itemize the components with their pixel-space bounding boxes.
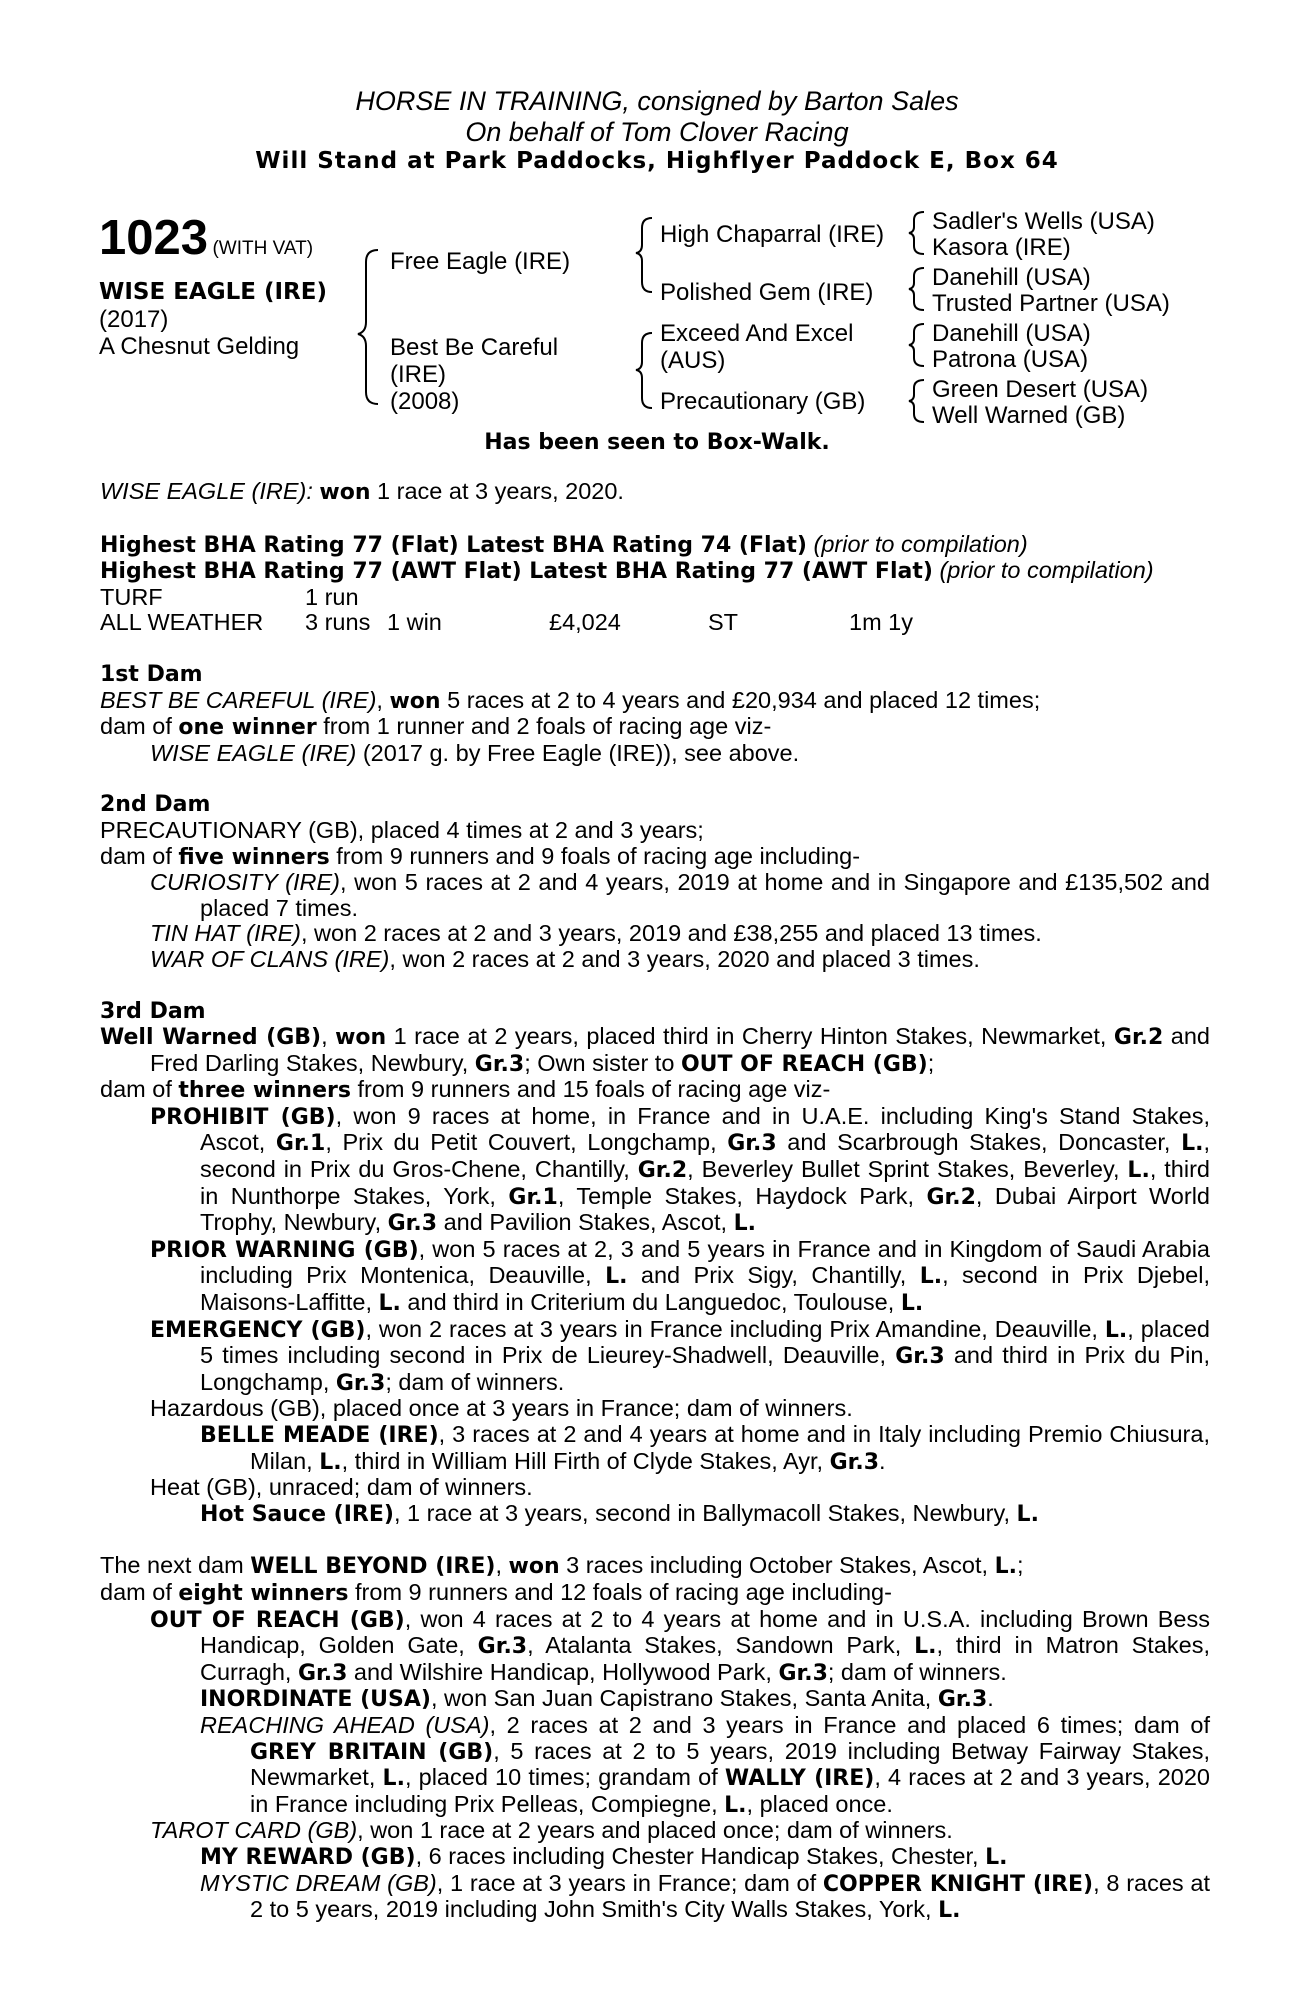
dam2-line1: PRECAUTIONARY (GB), placed 4 times at 2 and 3 years;	[100, 816, 704, 843]
dam2-produce-1: CURIOSITY (IRE), won 5 races at 2 and 4 years, 2019 at home and in Singapore and £135,502 and placed 7 times.	[150, 869, 1211, 921]
foaling-year: (2017)	[99, 306, 169, 333]
box-walk-note: Has been seen to Box-Walk.	[484, 430, 830, 455]
dam-year: (2008)	[390, 388, 460, 415]
dam-dam: Precautionary (GB)	[660, 388, 866, 415]
dam2-produce-3: WAR OF CLANS (IRE), won 2 races at 2 and 3 years, 2020 and placed 3 times.	[150, 945, 980, 972]
next-dam-produce-out-of-reach: OUT OF REACH (GB), won 4 races at 2 to 4 years at home and in U.S.A. including Brown Bess Handicap, Golden Gate, Gr.3, Atalanta Stakes, Sandown Park, L., third in Matron Stakes, Curragh, Gr.3 and Wilshire Handicap, Hollywood Park, Gr.3; dam of winners.	[150, 1605, 1210, 1686]
dam3-produce-heat: Heat (GB), unraced; dam of winners.	[150, 1474, 533, 1501]
gg-sire-sire-dam: Kasora (IRE)	[932, 234, 1071, 261]
brace-dam	[636, 333, 652, 408]
on-behalf-line: On behalf of Tom Clover Racing	[465, 117, 849, 147]
brace-ss	[909, 212, 924, 254]
dam-name-line1: Best Be Careful	[390, 334, 559, 361]
next-dam-grandproduce-my-reward: MY REWARD (GB), 6 races including Chester Handicap Stakes, Chester, L.	[200, 1842, 1008, 1870]
next-dam-grandproduce-reaching-ahead: REACHING AHEAD (USA), 2 races at 2 and 3 years in France and placed 6 times; dam of GREY BRITAIN (GB), 5 races at 2 to 5 years, 2019 including Betway Fairway Stakes, Newmarket, L., placed 10 times; grandam of WALLY (IRE), 4 races at 2 and 3 years, 2020 in France including Prix Pelleas, Compiegne, L., placed once.	[200, 1711, 1211, 1818]
next-dam-line2: dam of eight winners from 9 runners and 12 foals of racing age including-	[100, 1578, 892, 1606]
gg-dam-dam-dam: Well Warned (GB)	[932, 402, 1126, 429]
stand-location-line: Will Stand at Park Paddocks, Highflyer Paddock E, Box 64	[255, 148, 1059, 174]
catalogue-body	[100, 479, 1210, 1924]
vat-note: (WITH VAT)	[212, 238, 314, 259]
dam3-line1: Well Warned (GB), won 1 race at 2 years, placed third in Cherry Hinton Stakes, Newmarket, Gr.2 and Fred Darling Stakes, Newbury, Gr.3; Own sister to OUT OF REACH (GB);	[100, 1023, 1210, 1077]
ratings-line-1: Highest BHA Rating 77 (Flat) Latest BHA Rating 74 (Flat) (prior to compilation)	[100, 530, 1028, 558]
next-dam-grandproduce-inordinate: INORDINATE (USA), won San Juan Capistrano Stakes, Santa Anita, Gr.3.	[200, 1685, 994, 1713]
record-turf: TURF 1 run	[100, 583, 359, 610]
dam-name-line2: (IRE)	[390, 361, 446, 388]
dam3-heading: 3rd Dam	[100, 998, 206, 1024]
sire-sire: High Chaparral (IRE)	[660, 221, 885, 248]
ratings-line-2: Highest BHA Rating 77 (AWT Flat) Latest BHA Rating 77 (AWT Flat) (prior to compilation)	[100, 557, 1154, 585]
dam3-produce-prior-warning: PRIOR WARNING (GB), won 5 races at 2, 3 and 5 years in France and in Kingdom of Saudi Arabia including Prix Montenica, Deauville, L. and Prix Sigy, Chantilly, L., second in Prix Djebel, Maisons-Laffitte, L. and third in Criterium du Languedoc, Toulouse, L.	[150, 1235, 1210, 1317]
record-all-weather: ALL WEATHER 3 runs 1 win £4,024 ST 1m 1y	[100, 609, 913, 636]
dam3-grandproduce-hot-sauce: Hot Sauce (IRE), 1 race at 3 years, second in Ballymacoll Stakes, Newbury, L.	[200, 1499, 1039, 1527]
gg-dam-sire-dam: Patrona (USA)	[932, 346, 1089, 373]
dam2-heading: 2nd Dam	[100, 792, 211, 818]
dam1-line2: dam of one winner from 1 runner and 2 foals of racing age viz-	[100, 713, 772, 741]
brace-sire	[636, 218, 652, 292]
next-dam-produce-tarot-card: TAROT CARD (GB), won 1 race at 2 years and placed once; dam of winners.	[150, 1817, 953, 1844]
consignor-line: HORSE IN TRAINING, consigned by Barton Sales	[355, 86, 959, 116]
next-dam-grandproduce-mystic-dream: MYSTIC DREAM (GB), 1 race at 3 years in France; dam of COPPER KNIGHT (IRE), 8 races at 2 to 5 years, 2019 including John Smith's City Walls Stakes, York, L.	[200, 1869, 1211, 1924]
dam1-line1: BEST BE CAREFUL (IRE), won 5 races at 2 to 4 years and £20,934 and placed 12 times;	[100, 686, 1041, 714]
brace-sire-dam	[358, 250, 378, 404]
next-dam-line1: The next dam WELL BEYOND (IRE), won 3 races including October Stakes, Ascot, L.;	[100, 1552, 1024, 1580]
dam1-heading: 1st Dam	[100, 661, 203, 687]
brace-dd	[909, 380, 924, 422]
sire-name: Free Eagle (IRE)	[390, 248, 571, 275]
dam3-grandproduce-belle-meade: BELLE MEADE (IRE), 3 races at 2 and 4 years at home and in Italy including Premio Chiusura, Milan, L., third in William Hill Firth of Clyde Stakes, Ayr, Gr.3.	[200, 1421, 1210, 1475]
gg-sire-sire-sire: Sadler's Wells (USA)	[932, 208, 1155, 235]
dam3-produce-emergency: EMERGENCY (GB), won 2 races at 3 years in France including Prix Amandine, Deauville, L., placed 5 times including second in Prix de Lieurey-Shadwell, Deauville, Gr.3 and third in Prix du Pin, Longchamp, Gr.3; dam of winners.	[150, 1315, 1210, 1396]
sire-dam: Polished Gem (IRE)	[660, 279, 874, 306]
horse-description: A Chesnut Gelding	[99, 333, 300, 360]
dam2-line2: dam of five winners from 9 runners and 9 foals of racing age including-	[100, 842, 861, 870]
gg-dam-sire-sire: Danehill (USA)	[932, 320, 1091, 347]
dam3-produce-hazardous: Hazardous (GB), placed once at 3 years in France; dam of winners.	[150, 1395, 853, 1422]
race-summary: WISE EAGLE (IRE): won 1 race at 3 years, 2020.	[100, 478, 624, 505]
dam3-produce-prohibit: PROHIBIT (GB), won 9 races at home, in France and in U.A.E. including King's Stand Stakes, Ascot, Gr.1, Prix du Petit Couvert, Longchamp, Gr.3 and Scarbrough Stakes, Doncaster, L., second in Prix du Gros-Chene, Chantilly, Gr.2, Beverley Bullet Sprint Stakes, Beverley, L., third in Nunthorpe Stakes, York, Gr.1, Temple Stakes, Haydock Park, Gr.2, Dubai Airport World Trophy, Newbury, Gr.3 and Pavilion Stakes, Ascot, L.	[150, 1102, 1210, 1237]
horse-name: WISE EAGLE (IRE)	[99, 279, 327, 305]
dam-sire-line2: (AUS)	[660, 347, 726, 374]
dam2-produce-2: TIN HAT (IRE), won 2 races at 2 and 3 years, 2019 and £38,255 and placed 13 times.	[150, 920, 1042, 947]
gg-dam-dam-sire: Green Desert (USA)	[932, 376, 1149, 403]
brace-ds	[909, 324, 924, 366]
dam1-produce-1: WISE EAGLE (IRE) (2017 g. by Free Eagle (IRE)), see above.	[150, 739, 800, 766]
lot-number: 1023	[99, 211, 209, 265]
dam-sire-line1: Exceed And Excel	[660, 320, 854, 347]
gg-sire-dam-dam: Trusted Partner (USA)	[932, 290, 1170, 317]
dam3-line2: dam of three winners from 9 runners and 15 foals of racing age viz-	[100, 1076, 831, 1104]
brace-sd	[909, 268, 924, 310]
gg-sire-dam-sire: Danehill (USA)	[932, 264, 1091, 291]
